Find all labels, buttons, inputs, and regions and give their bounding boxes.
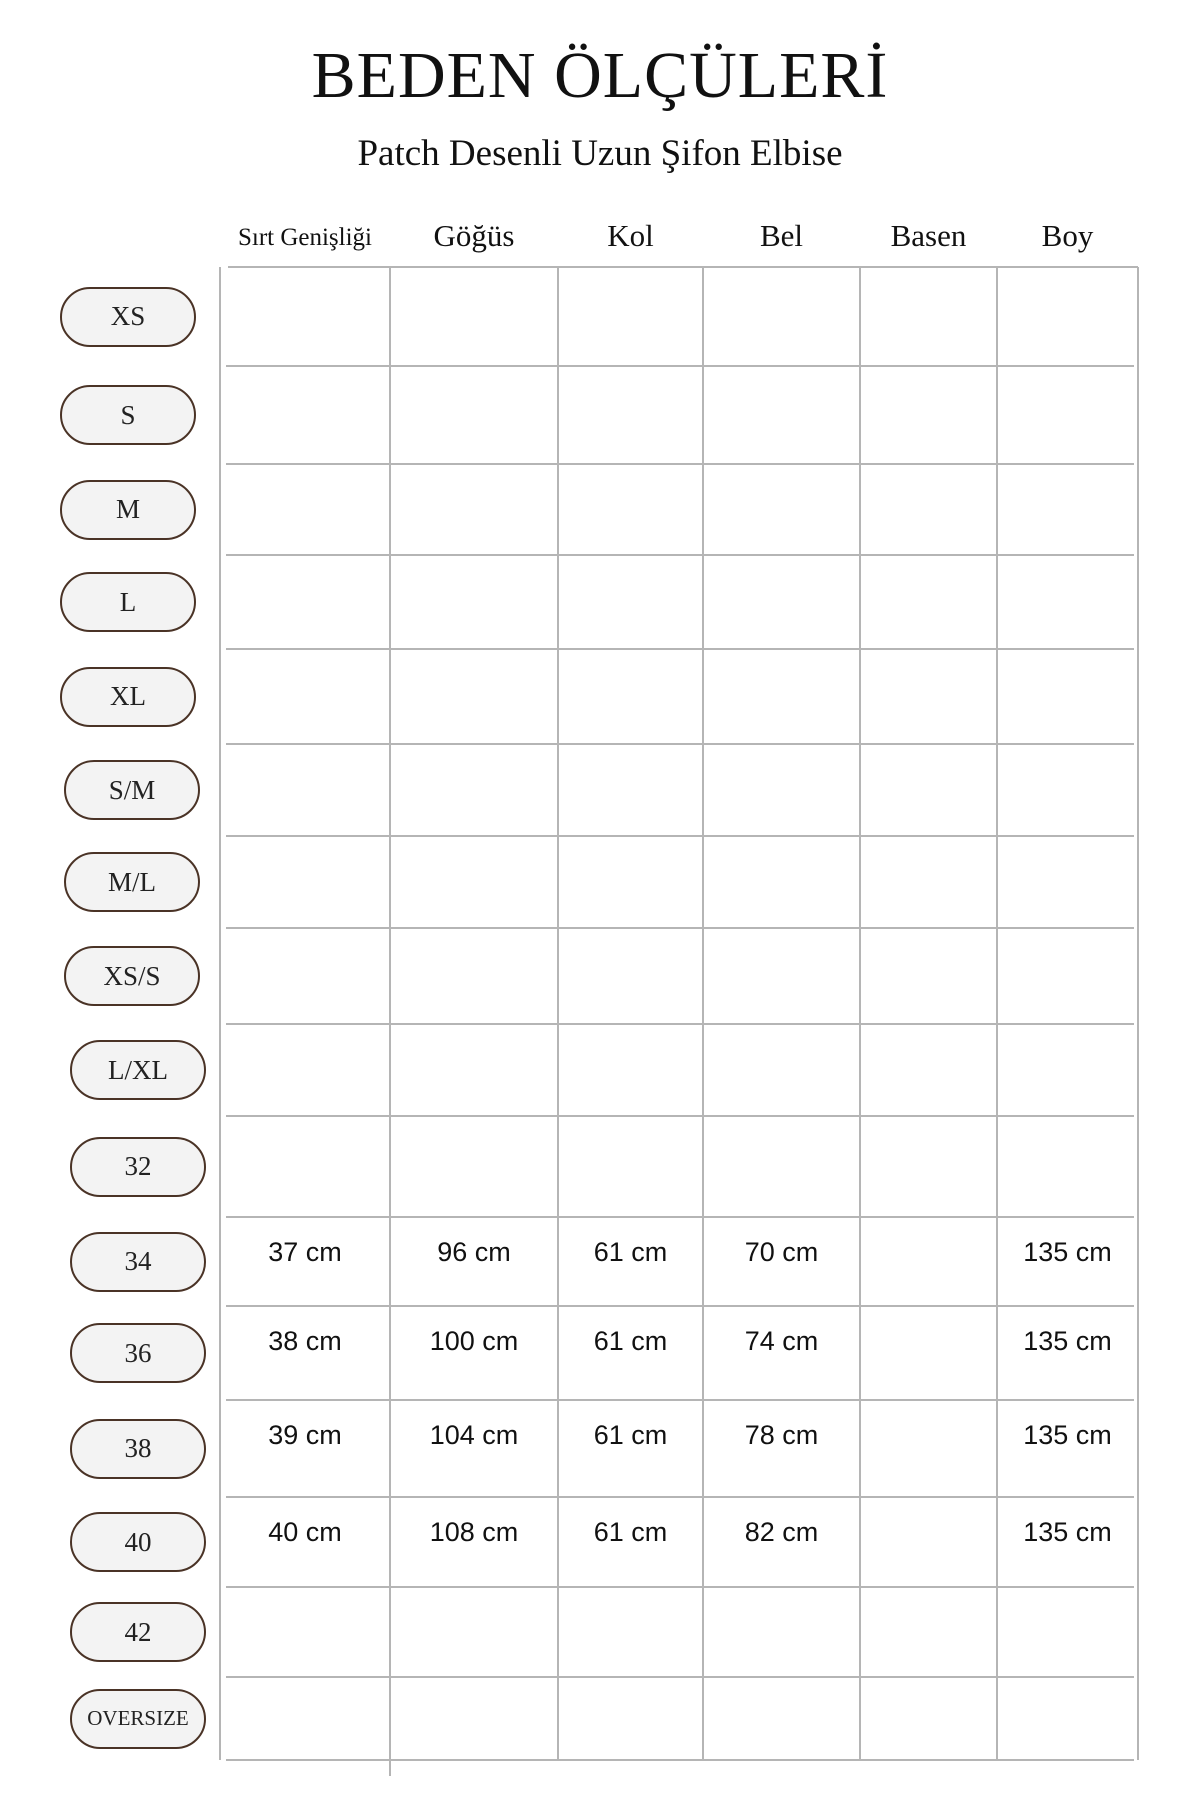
size-label-xl: XL: [60, 667, 196, 727]
table-cell: 135 cm: [1023, 1517, 1112, 1547]
size-label-m: M: [60, 480, 196, 540]
table-cell: 82 cm: [744, 1517, 819, 1547]
size-label-38: 38: [70, 1419, 206, 1479]
table-cell: 61 cm: [593, 1420, 668, 1450]
size-label-xs: XS: [60, 287, 196, 347]
table-cell: 96 cm: [437, 1237, 511, 1267]
table-cell: 100 cm: [429, 1326, 519, 1356]
size-label-l: L: [60, 572, 196, 632]
size-label-32: 32: [70, 1137, 206, 1197]
size-label-oversize: OVERSIZE: [70, 1689, 206, 1749]
column-header-basen: Basen: [890, 218, 967, 253]
page-title: BEDEN ÖLÇÜLERİ: [311, 39, 889, 112]
table-cell: 135 cm: [1023, 1420, 1112, 1450]
size-label-xs-s: XS/S: [64, 946, 200, 1006]
column-header-gogus: Göğüs: [433, 218, 515, 253]
table-cell: 61 cm: [593, 1517, 668, 1547]
page-subtitle: Patch Desenli Uzun Şifon Elbise: [357, 133, 843, 174]
table-cell: 37 cm: [268, 1237, 342, 1267]
table-cell: 104 cm: [429, 1420, 519, 1450]
table-cell: 38 cm: [268, 1326, 342, 1356]
table-cell: 39 cm: [268, 1420, 342, 1450]
column-header-boy: Boy: [1041, 218, 1094, 253]
column-header-sirt-genisligi: Sırt Genişliği: [237, 224, 373, 251]
table-cell: 61 cm: [593, 1326, 668, 1356]
size-label-m-l: M/L: [64, 852, 200, 912]
table-cell: 61 cm: [593, 1237, 668, 1267]
table-cell: 74 cm: [744, 1326, 819, 1356]
size-label-42: 42: [70, 1602, 206, 1662]
column-header-bel: Bel: [759, 218, 804, 253]
table-cell: 70 cm: [744, 1237, 819, 1267]
size-label-40: 40: [70, 1512, 206, 1572]
size-label-s: S: [60, 385, 196, 445]
table-cell: 135 cm: [1023, 1326, 1112, 1356]
size-label-36: 36: [70, 1323, 206, 1383]
size-label-34: 34: [70, 1232, 206, 1292]
table-cell: 40 cm: [268, 1517, 342, 1547]
size-label-l-xl: L/XL: [70, 1040, 206, 1100]
table-cell: 135 cm: [1023, 1237, 1112, 1267]
column-header-kol: Kol: [607, 218, 654, 253]
size-label-s-m: S/M: [64, 760, 200, 820]
table-cell: 78 cm: [744, 1420, 819, 1450]
table-cell: 108 cm: [429, 1517, 519, 1547]
